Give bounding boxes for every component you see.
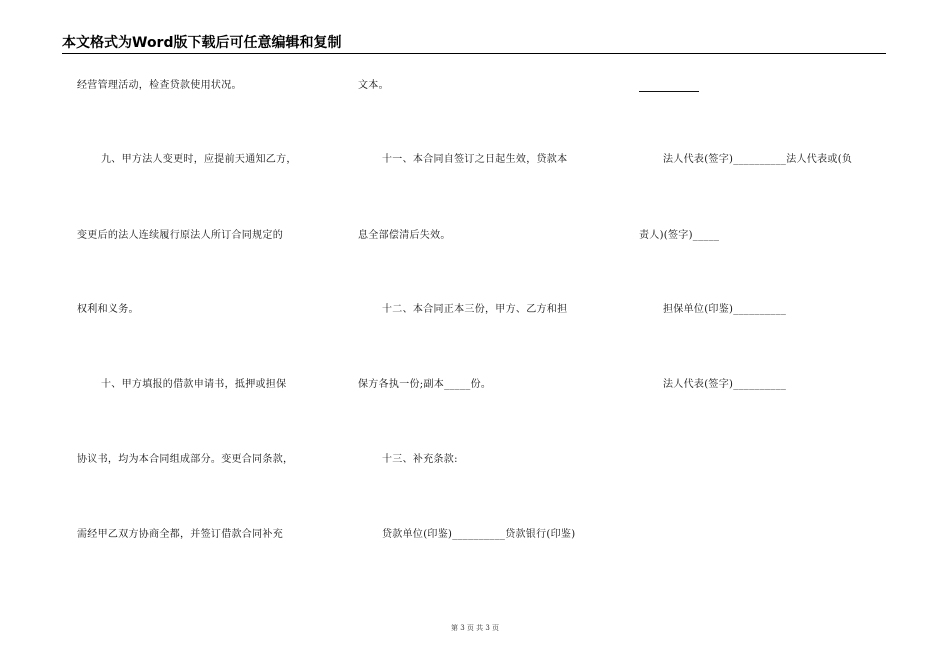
- paragraph-line: 十、甲方填报的借款申请书，抵押或担保: [101, 379, 287, 390]
- text-column-right: [639, 0, 889, 672]
- signature-line: 担保单位(印鉴)__________: [663, 304, 787, 315]
- paragraph-line: 十一、本合同自签订之日起生效，贷款本: [382, 154, 568, 165]
- paragraph-line: 协议书，均为本合同组成部分。变更合同条款，: [77, 454, 294, 465]
- paragraph-line: 十三、补充条款:: [382, 454, 458, 465]
- signature-line: 贷款单位(印鉴)__________贷款银行(印鉴): [382, 529, 576, 540]
- page-number: 第 3 页 共 3 页: [450, 624, 500, 632]
- signature-line: 责人)(签字)_____: [639, 230, 720, 241]
- paragraph-line: 文本。: [358, 80, 389, 91]
- paragraph-line: 权利和义务。: [77, 304, 139, 315]
- text-column-middle: [358, 0, 620, 672]
- header-title: 本文格式为Word版下载后可任意编辑和复制: [62, 35, 342, 51]
- paragraph-line: 保方各执一份;副本_____份。: [358, 379, 492, 390]
- text-column-left: [77, 0, 339, 672]
- signature-line: 法人代表(签字)__________: [663, 379, 787, 390]
- blank-underline: [639, 91, 699, 92]
- paragraph-line: 九、甲方法人变更时，应提前天通知乙方，: [101, 154, 297, 165]
- paragraph-line: 变更后的法人连续履行原法人所订合同规定的: [77, 230, 283, 241]
- paragraph-line: 经营管理活动，检查贷款使用状况。: [77, 80, 242, 91]
- paragraph-line: 十二、本合同正本三份，甲方、乙方和担: [382, 304, 568, 315]
- signature-line: 法人代表(签字)__________法人代表或(负: [663, 154, 853, 165]
- paragraph-line: 息全部偿清后失效。: [358, 230, 451, 241]
- paragraph-line: 需经甲乙双方协商全都，并签订借款合同补充: [77, 529, 283, 540]
